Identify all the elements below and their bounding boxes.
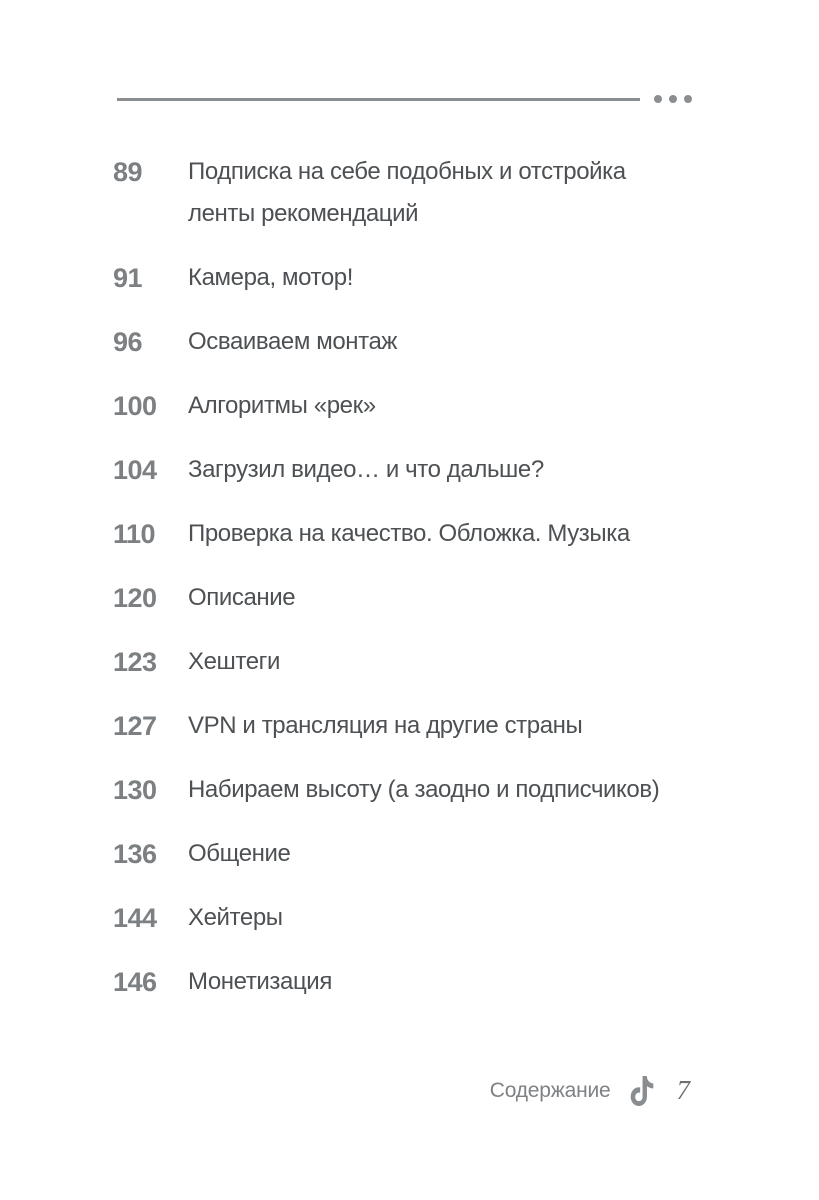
toc-entry-title: Описание xyxy=(188,584,296,611)
toc-page-number: 110 xyxy=(113,519,156,549)
toc-entry xyxy=(113,513,713,555)
toc-page-number: 104 xyxy=(113,455,157,485)
toc-page-number: 96 xyxy=(113,327,143,357)
toc-entry xyxy=(113,321,713,363)
toc-entry xyxy=(113,705,713,747)
toc-entry-title: Набираем высоту (а заодно и подписчиков) xyxy=(188,776,660,803)
toc-page-number: 89 xyxy=(113,157,143,187)
toc-page-number: 130 xyxy=(113,775,157,805)
ellipsis-dot xyxy=(654,95,662,103)
toc-page-number: 146 xyxy=(113,967,157,997)
section-label: Содержание xyxy=(489,1078,611,1102)
toc-entry xyxy=(113,385,713,427)
toc-entry-title: Общение xyxy=(188,840,291,867)
page-number: 7 xyxy=(676,1075,690,1105)
page-footer xyxy=(490,1075,690,1106)
toc-entry xyxy=(113,961,713,1003)
toc-entry xyxy=(113,577,713,619)
toc-page-number: 136 xyxy=(113,839,157,869)
toc-entry-title: Подписка на себе подобных и отстройка ленты рекомендаций xyxy=(188,158,626,227)
tiktok-note-icon xyxy=(629,1076,655,1106)
toc-entry-title: Монетизация xyxy=(188,968,332,995)
toc-entry-title: Камера, мотор! xyxy=(188,264,354,291)
toc-page-number: 100 xyxy=(113,391,157,421)
toc-entry-title: Загрузил видео… и что дальше? xyxy=(188,456,544,483)
toc-entry-title: Осваиваем монтаж xyxy=(188,328,398,355)
toc-page-number: 127 xyxy=(113,711,157,741)
header-rule xyxy=(117,98,640,101)
page-header xyxy=(117,95,692,103)
toc-page-number: 144 xyxy=(113,903,157,933)
toc-entry-title: Хештеги xyxy=(188,648,281,675)
toc-entry xyxy=(113,641,713,683)
toc-entry-title: Проверка на качество. Обложка. Музыка xyxy=(188,520,630,547)
toc-entry xyxy=(113,257,713,299)
toc-page-number: 120 xyxy=(113,583,157,613)
toc-entry xyxy=(113,769,713,811)
toc-entry xyxy=(113,833,713,875)
ellipsis-dot xyxy=(669,95,677,103)
toc-entry-title: VPN и трансляция на другие страны xyxy=(188,712,583,739)
toc-list xyxy=(113,151,713,1025)
ellipsis-dot xyxy=(684,95,692,103)
toc-page-number: 123 xyxy=(113,647,157,677)
toc-entry-title: Хейтеры xyxy=(188,904,283,931)
toc-entry-title: Алгоритмы «рек» xyxy=(188,392,376,419)
toc-entry xyxy=(113,449,713,491)
toc-entry xyxy=(113,897,713,939)
header-dots xyxy=(654,95,692,103)
toc-page-number: 91 xyxy=(113,263,143,293)
toc-entry xyxy=(113,151,713,235)
